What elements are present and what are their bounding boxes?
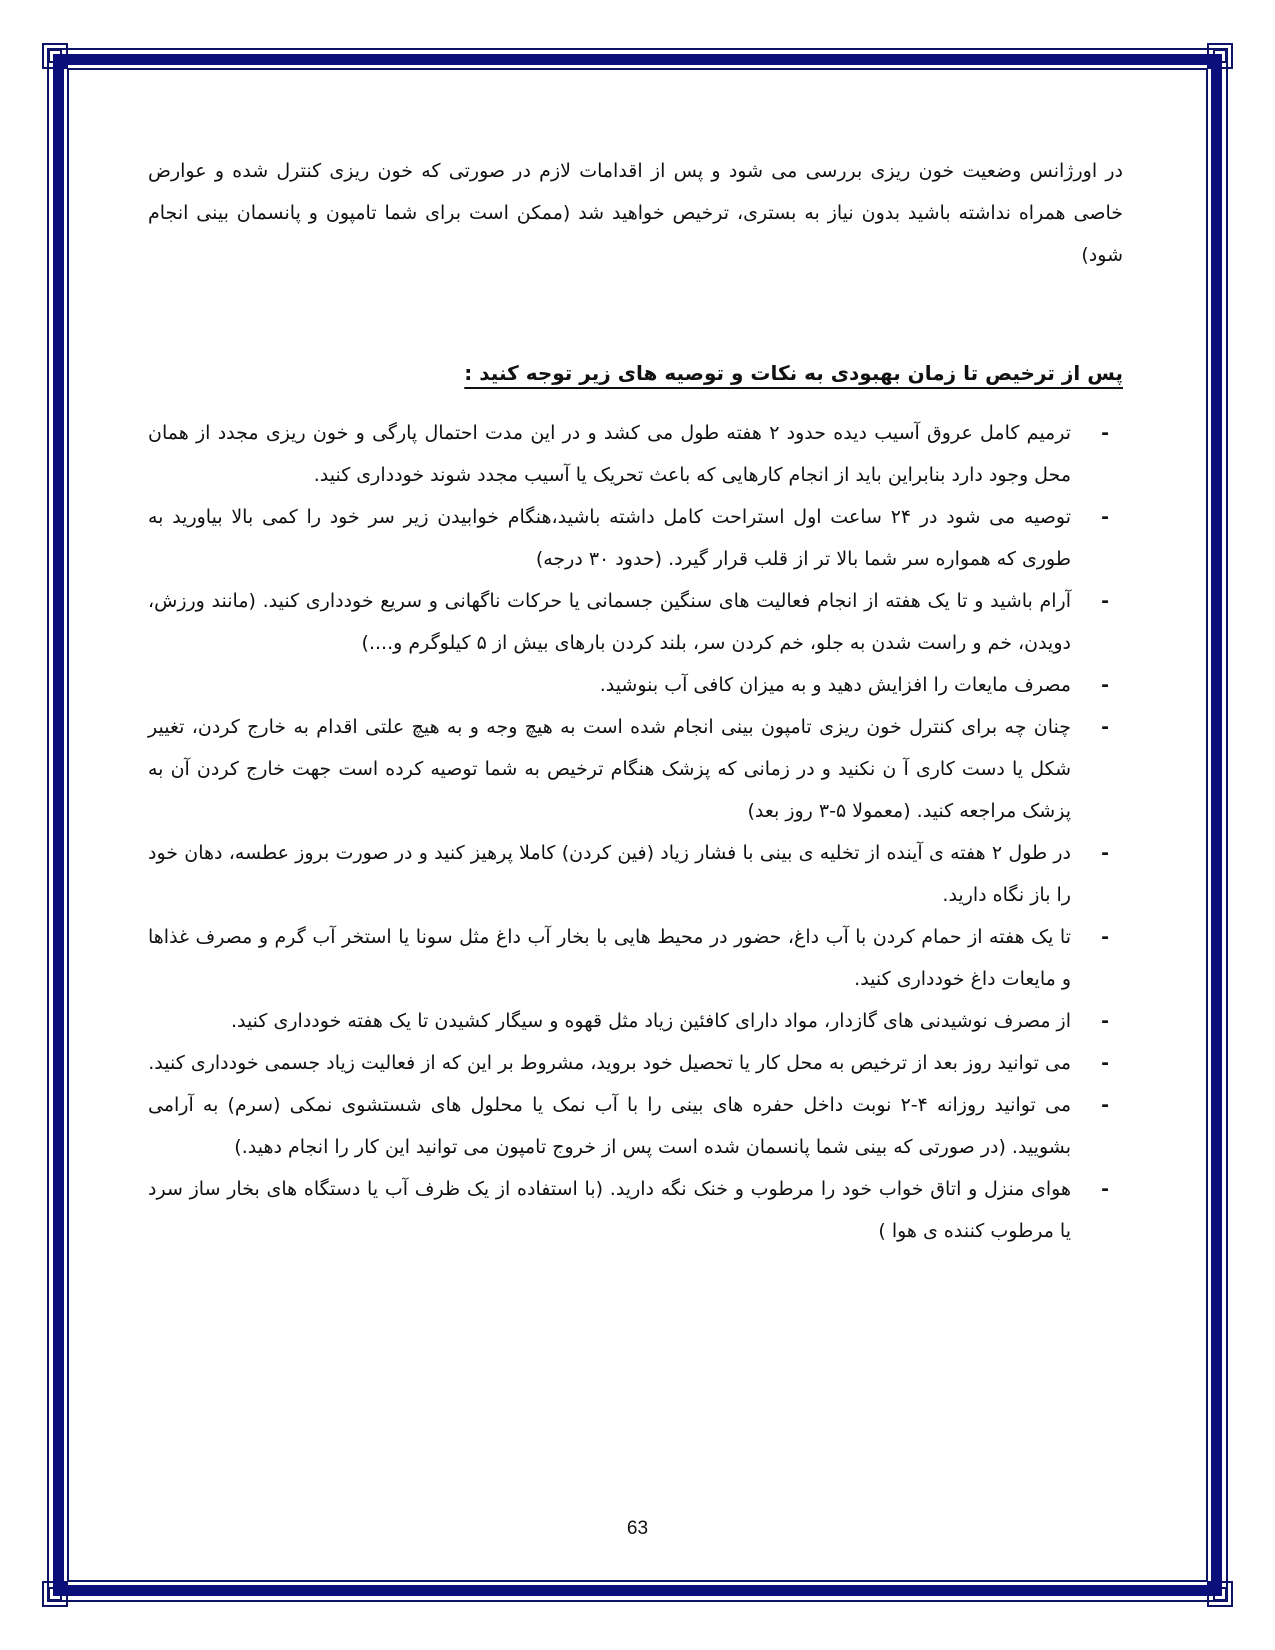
list-item <box>148 832 1123 916</box>
list-item <box>148 664 1123 706</box>
list-item-text: تا یک هفته از حمام کردن با آب داغ، حضور در محیط هایی با بخار آب داغ مثل سونا یا استخر آب گرم و مصرف غذاها و مایعات داغ خودداری کنید. <box>148 926 1071 990</box>
section-heading: پس از ترخیص تا زمان بهبودی به نکات و توصیه های زیر توجه کنید : <box>464 361 1123 385</box>
bullet-dash: - <box>1101 926 1109 948</box>
bullet-dash: - <box>1101 1052 1109 1074</box>
list-item <box>148 412 1123 496</box>
list-item <box>148 706 1123 832</box>
list-item-text: از مصرف نوشیدنی های گازدار، مواد دارای کافئین زیاد مثل قهوه و سیگار کشیدن تا یک هفته خودداری کنید. <box>230 1010 1071 1032</box>
list-item-text: ترمیم کامل عروق آسیب دیده حدود ۲ هفته طول می کشد و در این مدت احتمال پارگی و خون ریزی مجدد از همان محل وجود دارد بنابراین باید از انجام کارهایی که باعث تحریک یا آسیب مجدد شوند خودداری کنید. <box>148 422 1072 486</box>
document-body <box>148 150 1123 1252</box>
list-item-text: می توانید روز بعد از ترخیص به محل کار یا تحصیل خود بروید، مشروط بر این که از فعالیت زیاد جسمی خودداری کنید. <box>148 1052 1071 1074</box>
bullet-dash: - <box>1101 674 1109 696</box>
bullet-dash: - <box>1101 506 1109 528</box>
list-item-text: چنان چه برای کنترل خون ریزی تامپون بینی انجام شده است به هیچ وجه و به هیچ علتی اقدام به خارج کردن، تغییر شکل یا دست کاری آ ن نکنید و در زمانی که پزشک هنگام ترخیص به شما توصیه کرده است جهت خارج کردن آن به پزشک مراجعه کنید. (معمولا ۵-۳ روز بعد) <box>148 716 1071 822</box>
bullet-dash: - <box>1101 716 1109 738</box>
list-item <box>148 580 1123 664</box>
list-item <box>148 496 1123 580</box>
bullet-dash: - <box>1101 1094 1109 1116</box>
bullet-dash: - <box>1101 590 1109 612</box>
frame-corner-ornament-icon <box>42 43 68 69</box>
bullet-dash: - <box>1101 1178 1109 1200</box>
list-item-text: مصرف مایعات را افزایش دهید و به میزان کافی آب بنوشید. <box>599 674 1071 696</box>
recommendation-list <box>148 412 1123 1252</box>
frame-corner-ornament-icon <box>1207 43 1233 69</box>
list-item <box>148 1168 1123 1252</box>
intro-paragraph: در اورژانس وضعیت خون ریزی بررسی می شود و پس از اقدامات لازم در صورتی که خون ریزی کنترل شده و عوارض خاصی همراه نداشته باشید بدون نیاز به بستری، ترخیص خواهید شد (ممکن است برای شما تامپون و پانسمان بینی انجام شود) <box>148 160 1123 266</box>
list-item-text: می توانید روزانه ۴-۲ نوبت داخل حفره های بینی را با آب نمک یا محلول های شستشوی نمکی (سرم) به آرامی بشویید. (در صورتی که بینی شما پانسمان شده است پس از خروج تامپون می توانید این کار را انجام دهید.) <box>148 1094 1071 1158</box>
bullet-dash: - <box>1101 422 1109 444</box>
list-item <box>148 1000 1123 1042</box>
frame-corner-ornament-icon <box>42 1581 68 1607</box>
list-item-text: هوای منزل و اتاق خواب خود را مرطوب و خنک نگه دارید. (با استفاده از یک ظرف آب یا دستگاه های بخار ساز سرد یا مرطوب کننده ی هوا ) <box>148 1178 1071 1242</box>
list-item-text: توصیه می شود در ۲۴ ساعت اول استراحت کامل داشته باشید،هنگام خوابیدن زیر سر خود را کمی بالا بیاورید به طوری که همواره سر شما بالا تر از قلب قرار گیرد. (حدود ۳۰ درجه) <box>148 506 1071 570</box>
list-item <box>148 1042 1123 1084</box>
bullet-dash: - <box>1101 1010 1109 1032</box>
list-item-text: آرام باشید و تا یک هفته از انجام فعالیت های سنگین جسمانی یا حرکات ناگهانی و سریع خودداری کنید. (مانند ورزش، دویدن، خم و راست شدن به جلو، خم کردن سر، بلند کردن بارهای بیش از ۵ کیلوگرم و....) <box>148 590 1071 654</box>
list-item <box>148 1084 1123 1168</box>
frame-corner-ornament-icon <box>1207 1581 1233 1607</box>
page-number: 63 <box>626 1518 649 1539</box>
list-item <box>148 916 1123 1000</box>
list-item-text: در طول ۲ هفته ی آینده از تخلیه ی بینی با فشار زیاد (فین کردن) کاملا پرهیز کنید و در صورت بروز عطسه، دهان خود را باز نگاه دارید. <box>148 842 1071 906</box>
bullet-dash: - <box>1101 842 1109 864</box>
